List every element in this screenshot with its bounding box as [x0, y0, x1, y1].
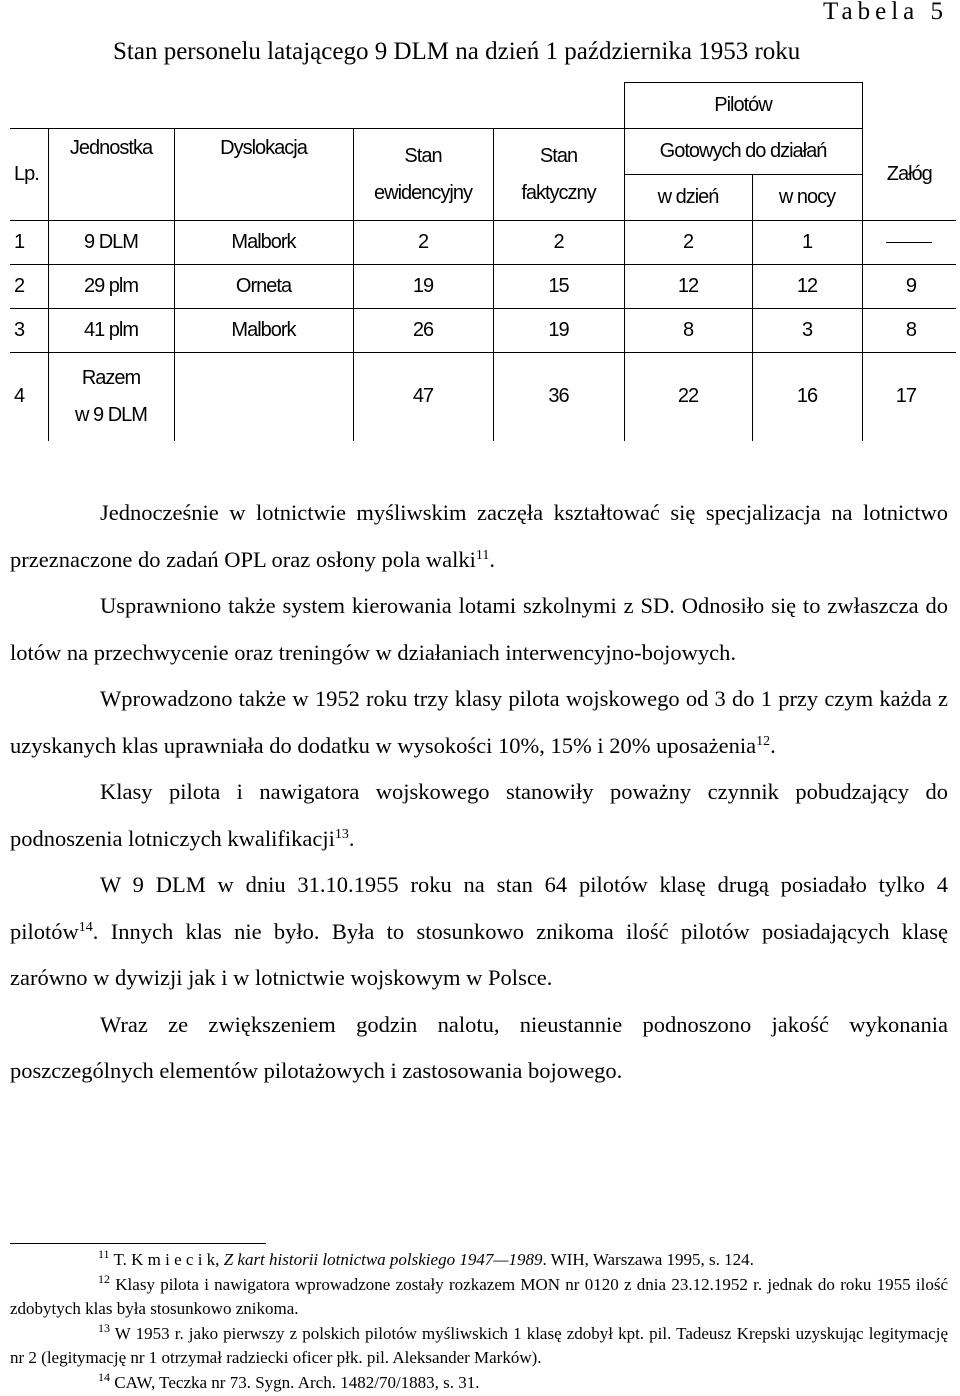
dash-cell [862, 221, 956, 265]
paragraph: Wraz ze zwiększeniem godzin nalotu, nieustannie podnoszono jakość wykonania poszczególnych elementów pilotażowych i zastosowania bojowego. [10, 1011, 948, 1083]
footnote-ref: 12 [756, 733, 771, 749]
paragraph: Usprawniono także system kierowania lotami szkolnymi z SD. Odnosiło się to zwłaszcza do lotów na przechwycenie oraz treningów w działaniach interwencyjno-bojowych. [10, 593, 948, 665]
footnote-ref: 13 [334, 826, 349, 842]
paragraph: Jednocześnie w lotnictwie myśliwskim zaczęła kształtować się specjalizacja na lotnictwo przeznaczone do zadań OPL oraz osłony pola walki$^{11}$. [10, 500, 948, 572]
body-text [10, 490, 948, 1095]
paragraph: Wprowadzono także w 1952 roku trzy klasy pilota wojskowego od 3 do 1 przy czym każda z uzyskanych klas uprawniała do dodatku w wysokości 10%, 15% i 20% uposażenia$^{12}$. [10, 686, 948, 758]
footnote-ref: 14 [78, 919, 93, 935]
header-jednostka: Jednostka [48, 129, 174, 221]
header-stan-ewidencyjny: Stan ewidencyjny [353, 129, 493, 221]
table-row: 3 41 plm Malbork 26 19 8 3 8 [10, 309, 956, 353]
table-title: Stan personelu latającego 9 DLM na dzień 1 października 1953 roku [113, 38, 801, 65]
table-number: Tabela 5 [822, 0, 948, 25]
header-stan-faktyczny: Stan faktyczny [493, 129, 624, 221]
footnote: $^{14}$ CAW, Teczka nr 73. Sygn. Arch. 1482/70/1883, s. 31. [98, 1369, 480, 1392]
paragraph: W 9 DLM w dniu 31.10.1955 roku na stan 64 pilotów klasę drugą posiadało tylko 4 pilotów$^{14}$. Innych klas nie było. Była to stosunkowo znikoma ilość pilotów posiadających klasę zarówno w dywizji jak i w lotnictwie wojskowym w Polsce. [10, 872, 948, 990]
footnote-ref: 11 [475, 547, 490, 563]
dash-mark [886, 242, 932, 243]
footnote: $^{13}$ W 1953 r. jako pierwszy z polskich pilotów myśliwskich 1 klasę zdobył kpt. pil. Tadeusz Krepski uzyskując legitymację nr 2 (legitymację nr 1 otrzymał radziecki oficer płk. pil. Aleksander Marków). [10, 1320, 948, 1367]
header-w-nocy: w nocy [752, 175, 862, 221]
header-gotowych: Gotowych do działań [624, 129, 862, 175]
paragraph: Klasy pilota i nawigatora wojskowego stanowiły poważny czynnik pobudzający do podnoszenia lotniczych kwalifikacji$^{13}$. [10, 779, 948, 851]
table-row: 1 9 DLM Malbork 2 2 2 1 [10, 221, 956, 265]
table-row: 4 Razem w 9 DLM 47 36 22 16 17 [10, 353, 956, 441]
footnotes [10, 1248, 948, 1395]
header-dyslokacja: Dyslokacja [174, 129, 353, 221]
header-zalog: Załóg [862, 129, 956, 221]
footnote: $^{12}$ Klasy pilota i nawigatora wprowadzone zostały rozkazem MON nr 0120 z dnia 23.12.1952 r. jednak do roku 1955 ilość zdobytych klas była stosunkowo znikoma. [10, 1271, 949, 1318]
footnote: $^{11}$ T. K m i e c i k, Z kart historii lotnictwa polskiego 1947—1989. WIH, Warszawa 1995, s. 124. [98, 1247, 754, 1269]
header-w-dzien: w dzień [624, 175, 752, 221]
personnel-table [10, 82, 956, 441]
footnote-separator [10, 1243, 266, 1244]
table-row: 2 29 plm Orneta 19 15 12 12 9 [10, 265, 956, 309]
header-lp: Lp. [10, 129, 48, 221]
header-pilotow: Pilotów [624, 83, 862, 129]
